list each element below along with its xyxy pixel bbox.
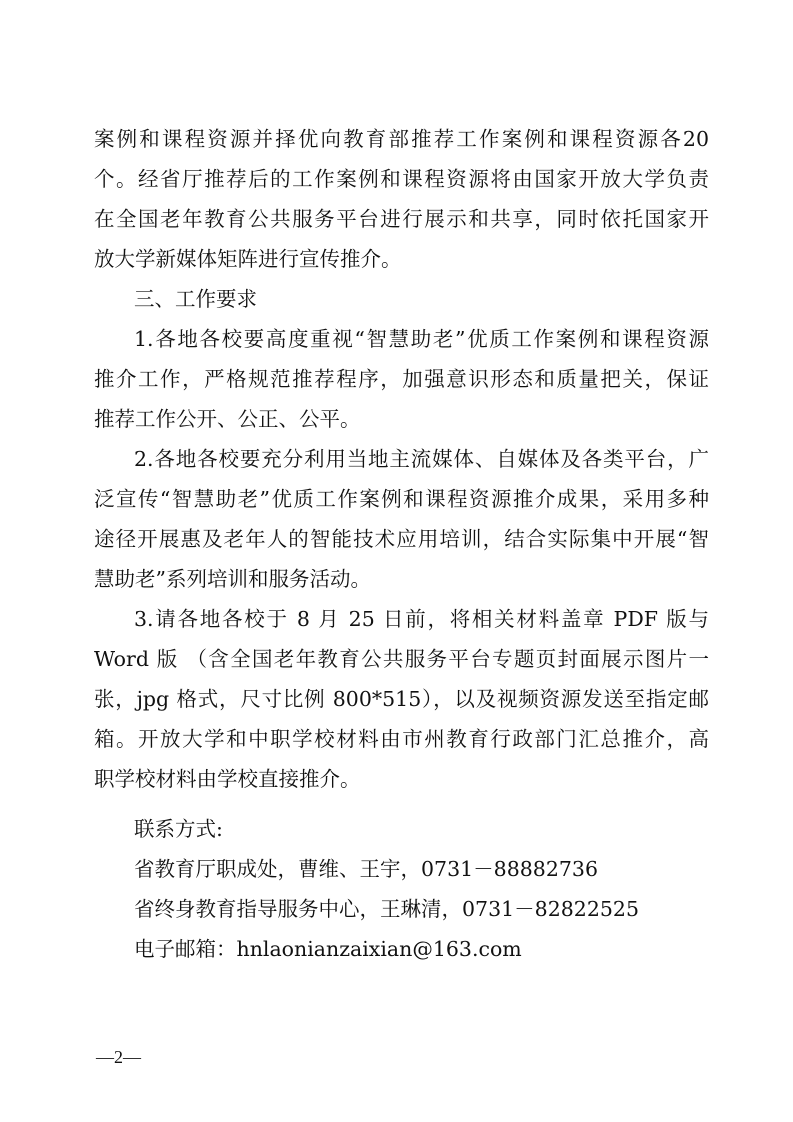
contact-line: 省教育厅职成处，曹维、王宇，0731－88882736 [134, 857, 599, 881]
contact-email: 电子邮箱：hnlaonianzaixian@163.com [134, 937, 522, 961]
paragraph-line: 箱。开放大学和中职学校材料由市州教育行政部门汇总推介，高 [94, 727, 709, 751]
paragraph-line: 1.各地各校要高度重视“智慧助老”优质工作案例和课程资源 [134, 327, 709, 351]
paragraph-line: 在全国老年教育公共服务平台进行展示和共享，同时依托国家开 [94, 207, 709, 231]
paragraph-line: Word 版 （含全国老年教育公共服务平台专题页封面展示图片一 [94, 647, 709, 671]
paragraph-line: 2.各地各校要充分利用当地主流媒体、自媒体及各类平台，广 [134, 447, 709, 471]
contact-heading: 联系方式: [134, 817, 223, 841]
paragraph-line: 推荐工作公开、公正、公平。 [94, 407, 361, 431]
section-heading: 三、工作要求 [134, 287, 257, 311]
paragraph-line: 推介工作，严格规范推荐程序，加强意识形态和质量把关，保证 [94, 367, 709, 391]
paragraph-line: 慧助老”系列培训和服务活动。 [94, 567, 371, 591]
paragraph-line: 泛宣传“智慧助老”优质工作案例和课程资源推介成果，采用多种 [94, 487, 709, 511]
paragraph-line: 职学校材料由学校直接推介。 [94, 767, 361, 791]
paragraph-line: 途径开展惠及老年人的智能技术应用培训，结合实际集中开展“智 [94, 527, 709, 551]
contact-line: 省终身教育指导服务中心，王琳清，0731－82822525 [134, 897, 640, 921]
paragraph-line: 个。经省厅推荐后的工作案例和课程资源将由国家开放大学负责 [94, 167, 709, 191]
paragraph-line: 张，jpg 格式，尺寸比例 800*515），以及视频资源发送至指定邮 [94, 687, 709, 711]
page-number: —2— [96, 1047, 141, 1067]
paragraph-line: 放大学新媒体矩阵进行宣传推介。 [94, 247, 402, 271]
paragraph-line: 案例和课程资源并择优向教育部推荐工作案例和课程资源各20 [94, 127, 709, 151]
paragraph-line: 3.请各地各校于 8 月 25 日前，将相关材料盖章 PDF 版与 [134, 607, 709, 631]
